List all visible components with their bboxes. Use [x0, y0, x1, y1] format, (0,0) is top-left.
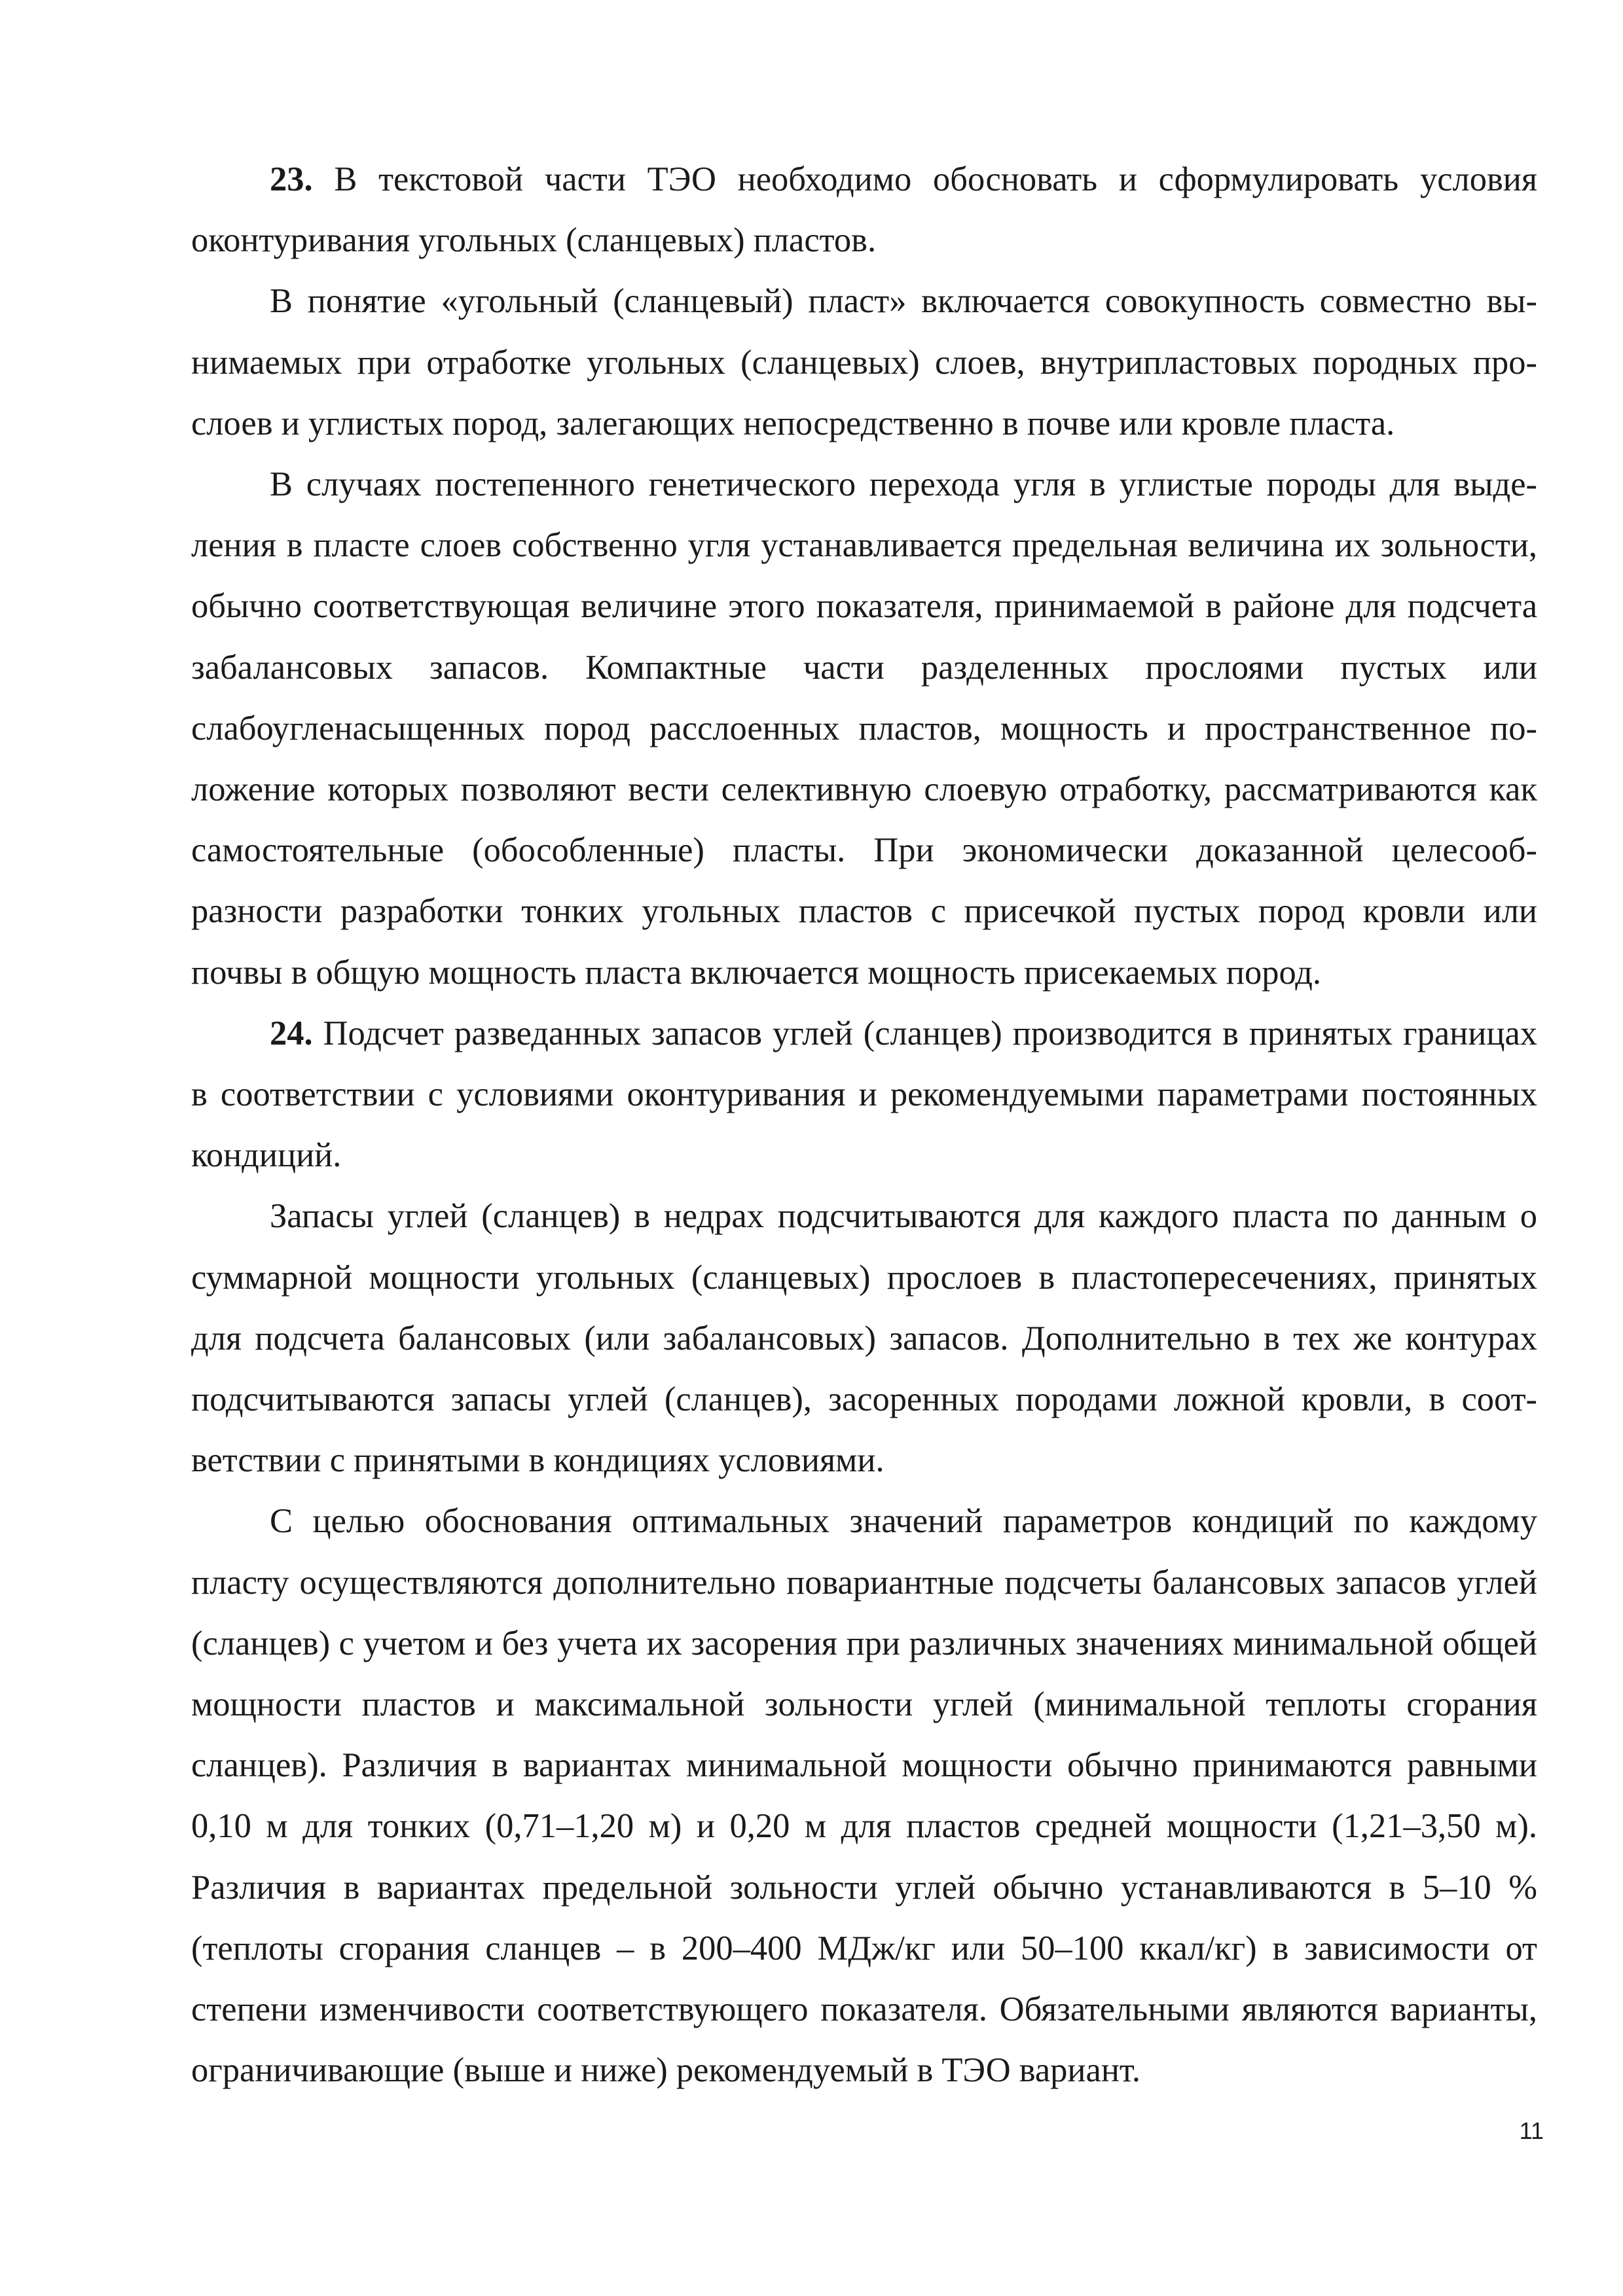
paragraph-text: Подсчет разведанных запасов углей (сланцев) производится в принятых границах в соответствии с условиями оконтуривания и рекомендуемыми параметрами постоянных кондиций. — [191, 1014, 1537, 1175]
paragraph-23 — [191, 149, 1537, 271]
paragraph-text: В текстовой части ТЭО необходимо обосновать и сформулировать условия оконтуривания угольных (сланцевых) пластов. — [191, 160, 1537, 260]
paragraph-reserves-calculation — [191, 1186, 1537, 1491]
paragraph-text: В понятие «угольный (сланцевый) пласт» включается совокупность совместно вынимаемых при отработке угольных (сланцевых) слоев, внутрипластовых породных прослоев и углистых пород, залегающих непосредственно в почве или кровле пласта. — [191, 282, 1537, 442]
page-number: 11 — [1519, 2117, 1544, 2144]
paragraph-gradual-transition — [191, 454, 1537, 1003]
paragraph-number: 23. — [270, 160, 313, 198]
paragraph-coal-seam-definition — [191, 271, 1537, 454]
document-body — [191, 149, 1537, 2102]
paragraph-text: В случаях постепенного генетического перехода угля в углистые породы для выделения в пласте слоев собственно угля устанавливается предельная величина их зольности, обычно соответствующая величине этого показателя, принимаемой в районе для подсчета забалансовых запасов. Компактные части разделенных прослоями пустых или слабоугленасыщенных пород расслоенных пластов, мощность и пространственное положение которых позволяют вести селективную слоевую отработку, рассматриваются как самостоятельные (обособленные) пласты. При экономически доказанной целесообразности разработки тонких угольных пластов с присечкой пустых пород кровли или почвы в общую мощность пласта включается мощность присекаемых пород. — [191, 465, 1537, 992]
paragraph-optimal-parameters — [191, 1491, 1537, 2101]
paragraph-text: С целью обоснования оптимальных значений параметров кондиций по каждому пласту осуществляются дополнительно повариантные подсчеты балансовых запасов углей (сланцев) с учетом и без учета их засорения при различных значениях минимальной общей мощности пластов и максимальной зольности углей (минимальной теплоты сгорания сланцев). Различия в вариантах минимальной мощности обычно принимаются равными 0,10 м для тонких (0,71–1,20 м) и 0,20 м для пластов средней мощности (1,21–3,50 м). Различия в вариантах предельной зольности углей обычно устанавливаются в 5–10 % (теплоты сгорания сланцев – в 200–400 МДж/кг или 50–100 ккал/кг) в зависимости от степени изменчивости соответствующего показателя. Обязательными являются варианты, ограничивающие (выше и ниже) рекомендуемый в ТЭО вариант. — [191, 1502, 1537, 2090]
paragraph-number: 24. — [270, 1014, 313, 1052]
paragraph-text: Запасы углей (сланцев) в недрах подсчитываются для каждого пласта по данным о суммарной мощности угольных (сланцевых) прослоев в пластопересечениях, принятых для подсчета балансовых (или забалансовых) запасов. Дополнительно в тех же контурах подсчитываются запасы углей (сланцев), засоренных породами ложной кровли, в соответствии с принятыми в кондициях условиями. — [191, 1197, 1537, 1480]
paragraph-24 — [191, 1003, 1537, 1187]
